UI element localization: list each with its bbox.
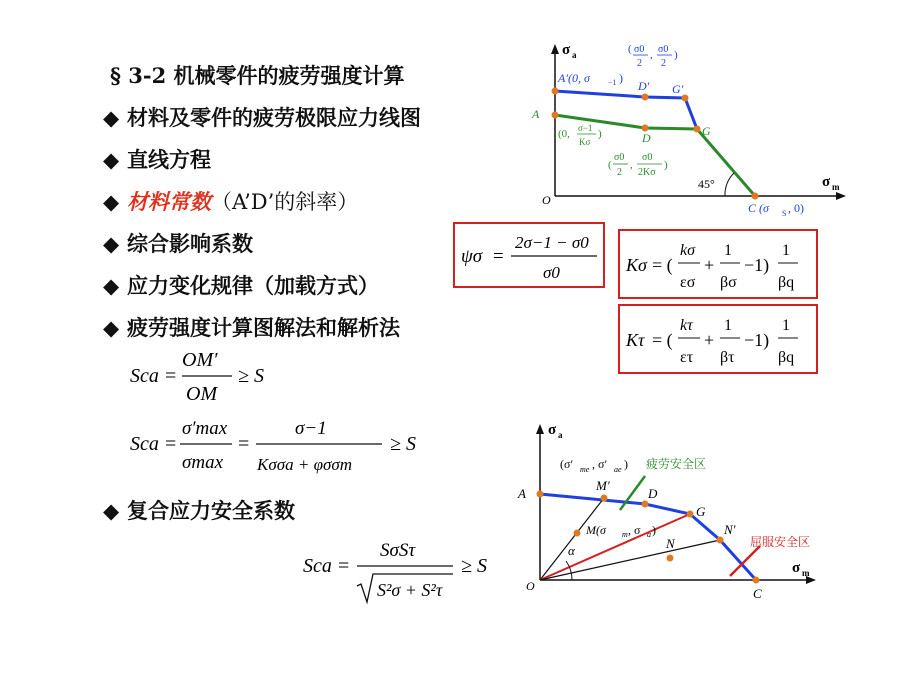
label-m-mid: , σ	[628, 523, 641, 537]
point-a	[552, 112, 559, 119]
yield-zone-label: 屈服安全区	[750, 535, 811, 549]
k-sigma-lhs: Kσ	[626, 255, 647, 275]
bullet-text: 材料及零件的疲劳极限应力线图	[127, 105, 421, 130]
bullet-limit-stress-diagram	[103, 102, 421, 132]
k-term: kτ	[680, 317, 693, 334]
point-m	[574, 530, 581, 537]
beta-q-term: βq	[778, 274, 795, 291]
label-m-end: )	[652, 523, 656, 537]
x-axis-label: σ	[792, 560, 801, 576]
section-heading: § 3-2 机械零件的疲劳强度计算	[110, 63, 405, 88]
point-n	[667, 555, 674, 562]
sca-numerator: σ′max	[182, 418, 228, 439]
bullet-combined-safety	[103, 495, 295, 525]
label-coord-end: )	[624, 457, 628, 471]
label-top-num2: σ0	[658, 44, 669, 55]
sca-denominator-2: Kσσa + φσσm	[257, 455, 353, 474]
bullet-text: 综合影响系数	[127, 231, 253, 256]
sca-formula-2	[120, 408, 440, 483]
bullet-text: 应力变化规律（加载方式）	[127, 273, 379, 298]
point-a-prime	[552, 88, 559, 95]
limit-stress-diagram	[520, 38, 850, 223]
angle-label: 45°	[698, 177, 715, 191]
diamond-bullet-icon: ◆	[103, 147, 120, 172]
label-d: D	[642, 131, 651, 145]
point-n-prime	[717, 537, 724, 544]
label-c-sub: S	[782, 209, 787, 218]
fatigue-zone-label: 疲劳安全区	[646, 457, 707, 471]
sca-numerator: SσSτ	[380, 540, 416, 561]
point-g	[687, 511, 694, 518]
one-term: 1	[782, 242, 790, 259]
label-m-sub2: a	[647, 530, 651, 539]
label-d-paren: (	[608, 159, 612, 171]
equals-sign: =	[165, 365, 177, 387]
label-a-prime: A′(0, σ	[558, 71, 590, 85]
k-tau-formula	[620, 306, 816, 372]
point-c	[752, 193, 759, 200]
bullet-influence-factor	[103, 228, 253, 258]
sca-lhs: Sca	[130, 365, 159, 387]
sca-formula-3	[295, 530, 505, 610]
bullet-calc-methods	[103, 312, 400, 342]
point-d-prime	[642, 94, 649, 101]
label-coord-sub2: ae	[614, 465, 622, 474]
label-a-prime-end: )	[619, 71, 623, 85]
epsilon-term: ετ	[680, 349, 694, 366]
minus-one: −1)	[744, 255, 770, 275]
equals-sign: = (	[652, 330, 673, 350]
label-a-coord-den: Kσ	[579, 137, 591, 147]
plus-sign: +	[704, 255, 715, 275]
equals-sign: =	[493, 246, 504, 267]
sca-lhs: Sca	[130, 433, 159, 455]
label-top-den2: 2	[661, 58, 666, 69]
origin-label: O	[542, 193, 551, 207]
sca-rhs: ≥ S	[390, 433, 416, 455]
label-d-prime: D′	[638, 79, 650, 93]
label-coord: (σ′	[560, 457, 574, 471]
sca-rhs: ≥ S	[238, 365, 264, 387]
fatigue-limit-line-part	[555, 115, 697, 129]
bullet-text: 直线方程	[127, 147, 211, 172]
plus-sign: +	[704, 330, 715, 350]
label-a: A	[532, 107, 540, 121]
label-g: G	[702, 124, 711, 138]
label-c-end: , 0)	[788, 201, 804, 215]
y-axis-sub: a	[558, 430, 563, 440]
psi-formula	[455, 224, 603, 286]
psi-formula-box	[453, 222, 605, 288]
bullet-material-constant	[103, 186, 358, 216]
diamond-bullet-icon: ◆	[103, 273, 120, 298]
sca-denominator: OM	[186, 383, 218, 405]
bullet-stress-variation	[103, 270, 379, 300]
sca-denominator: S²σ + S²τ	[377, 580, 443, 600]
sca-rhs: ≥ S	[461, 555, 487, 577]
diamond-bullet-icon: ◆	[103, 189, 120, 214]
psi-denominator: σ0	[543, 263, 560, 282]
diamond-bullet-icon: ◆	[103, 498, 120, 523]
bullet-text: 复合应力安全系数	[127, 498, 295, 523]
label-top-comma: ,	[650, 49, 653, 61]
point-a	[537, 491, 544, 498]
label-n: N	[666, 536, 675, 551]
y-axis-sub: a	[572, 50, 577, 60]
label-top-den1: 2	[637, 58, 642, 69]
label-d-close: )	[664, 159, 668, 171]
point-c	[753, 577, 760, 584]
bullet-emphasis-text: 材料常数	[127, 189, 211, 214]
label-g: G	[696, 504, 706, 519]
x-axis-sub: m	[802, 568, 810, 578]
diamond-bullet-icon: ◆	[103, 315, 120, 340]
label-a-coord-right: )	[598, 128, 602, 140]
label-d-den2: 2Kσ	[638, 167, 656, 178]
equals-sign: =	[338, 555, 350, 577]
label-top-paren: (	[628, 43, 632, 55]
label-top-close: )	[674, 49, 678, 61]
sca-lhs: Sca	[303, 555, 332, 577]
y-axis-label: σ	[548, 422, 557, 438]
y-axis-arrow-icon	[536, 424, 544, 434]
epsilon-term: εσ	[680, 274, 696, 291]
label-top-num1: σ0	[634, 44, 645, 55]
origin-label: O	[526, 579, 535, 593]
label-d-num1: σ0	[614, 152, 625, 163]
diamond-bullet-icon: ◆	[103, 231, 120, 256]
label-m-prime: M′	[596, 478, 610, 493]
label-d: D	[648, 486, 658, 501]
one-term: 1	[724, 317, 732, 334]
minus-one: −1)	[744, 330, 770, 350]
label-a-prime-sub: −1	[608, 78, 617, 87]
label-n-prime: N′	[724, 522, 736, 537]
x-axis-arrow-icon	[836, 192, 846, 200]
point-g	[694, 126, 701, 133]
k-term: kσ	[680, 242, 695, 259]
sca-numerator: OM′	[182, 349, 218, 371]
label-m-sub: m	[622, 530, 628, 539]
label-d-num2: σ0	[642, 152, 653, 163]
one-term: 1	[782, 317, 790, 334]
one-term: 1	[724, 242, 732, 259]
sca-formula-1	[120, 340, 290, 410]
beta-q-term: βq	[778, 349, 795, 366]
label-coord-sub1: me	[580, 465, 590, 474]
equals-sign: = (	[652, 255, 673, 275]
y-axis-arrow-icon	[551, 44, 559, 54]
alpha-arc	[566, 561, 572, 580]
angle-arc	[725, 173, 734, 196]
label-a: A	[518, 486, 526, 501]
equals-sign: =	[165, 433, 177, 455]
sca-numerator-2: σ−1	[295, 418, 327, 439]
beta-term: βσ	[720, 274, 737, 291]
x-axis-sub: m	[832, 182, 840, 192]
point-d	[642, 501, 649, 508]
yield-zone-marker	[730, 546, 760, 576]
beta-term: βτ	[720, 349, 735, 366]
psi-lhs: ψσ	[461, 246, 483, 267]
psi-numerator: 2σ−1 − σ0	[515, 233, 589, 252]
label-m: M(σ	[586, 523, 606, 537]
bullet-text: （A’D’的斜率）	[211, 190, 359, 214]
diamond-bullet-icon: ◆	[103, 105, 120, 130]
point-m-prime	[601, 495, 608, 502]
label-c: C (σ	[748, 201, 769, 215]
label-a-coord-left: (0,	[558, 128, 570, 140]
bullet-line-equation	[103, 144, 211, 174]
y-axis-label: σ	[562, 42, 571, 58]
safety-zone-diagram	[510, 418, 850, 608]
fatigue-limit-line-material	[555, 91, 697, 129]
label-d-comma: ,	[630, 159, 633, 171]
x-axis-label: σ	[822, 174, 831, 190]
label-a-coord-num: σ−1	[578, 123, 593, 133]
label-g-prime: G′	[672, 82, 684, 96]
label-coord-mid: , σ′	[592, 457, 608, 471]
k-tau-formula-box	[618, 304, 818, 374]
alpha-label: α	[568, 543, 575, 558]
k-tau-lhs: Kτ	[626, 330, 645, 350]
label-d-den1: 2	[617, 167, 622, 178]
sca-denominator: σmax	[182, 452, 224, 473]
k-sigma-formula	[620, 231, 816, 297]
equals-sign: =	[238, 433, 250, 455]
label-c: C	[753, 586, 762, 601]
bullet-text: 疲劳强度计算图解法和解析法	[127, 315, 400, 340]
k-sigma-formula-box	[618, 229, 818, 299]
